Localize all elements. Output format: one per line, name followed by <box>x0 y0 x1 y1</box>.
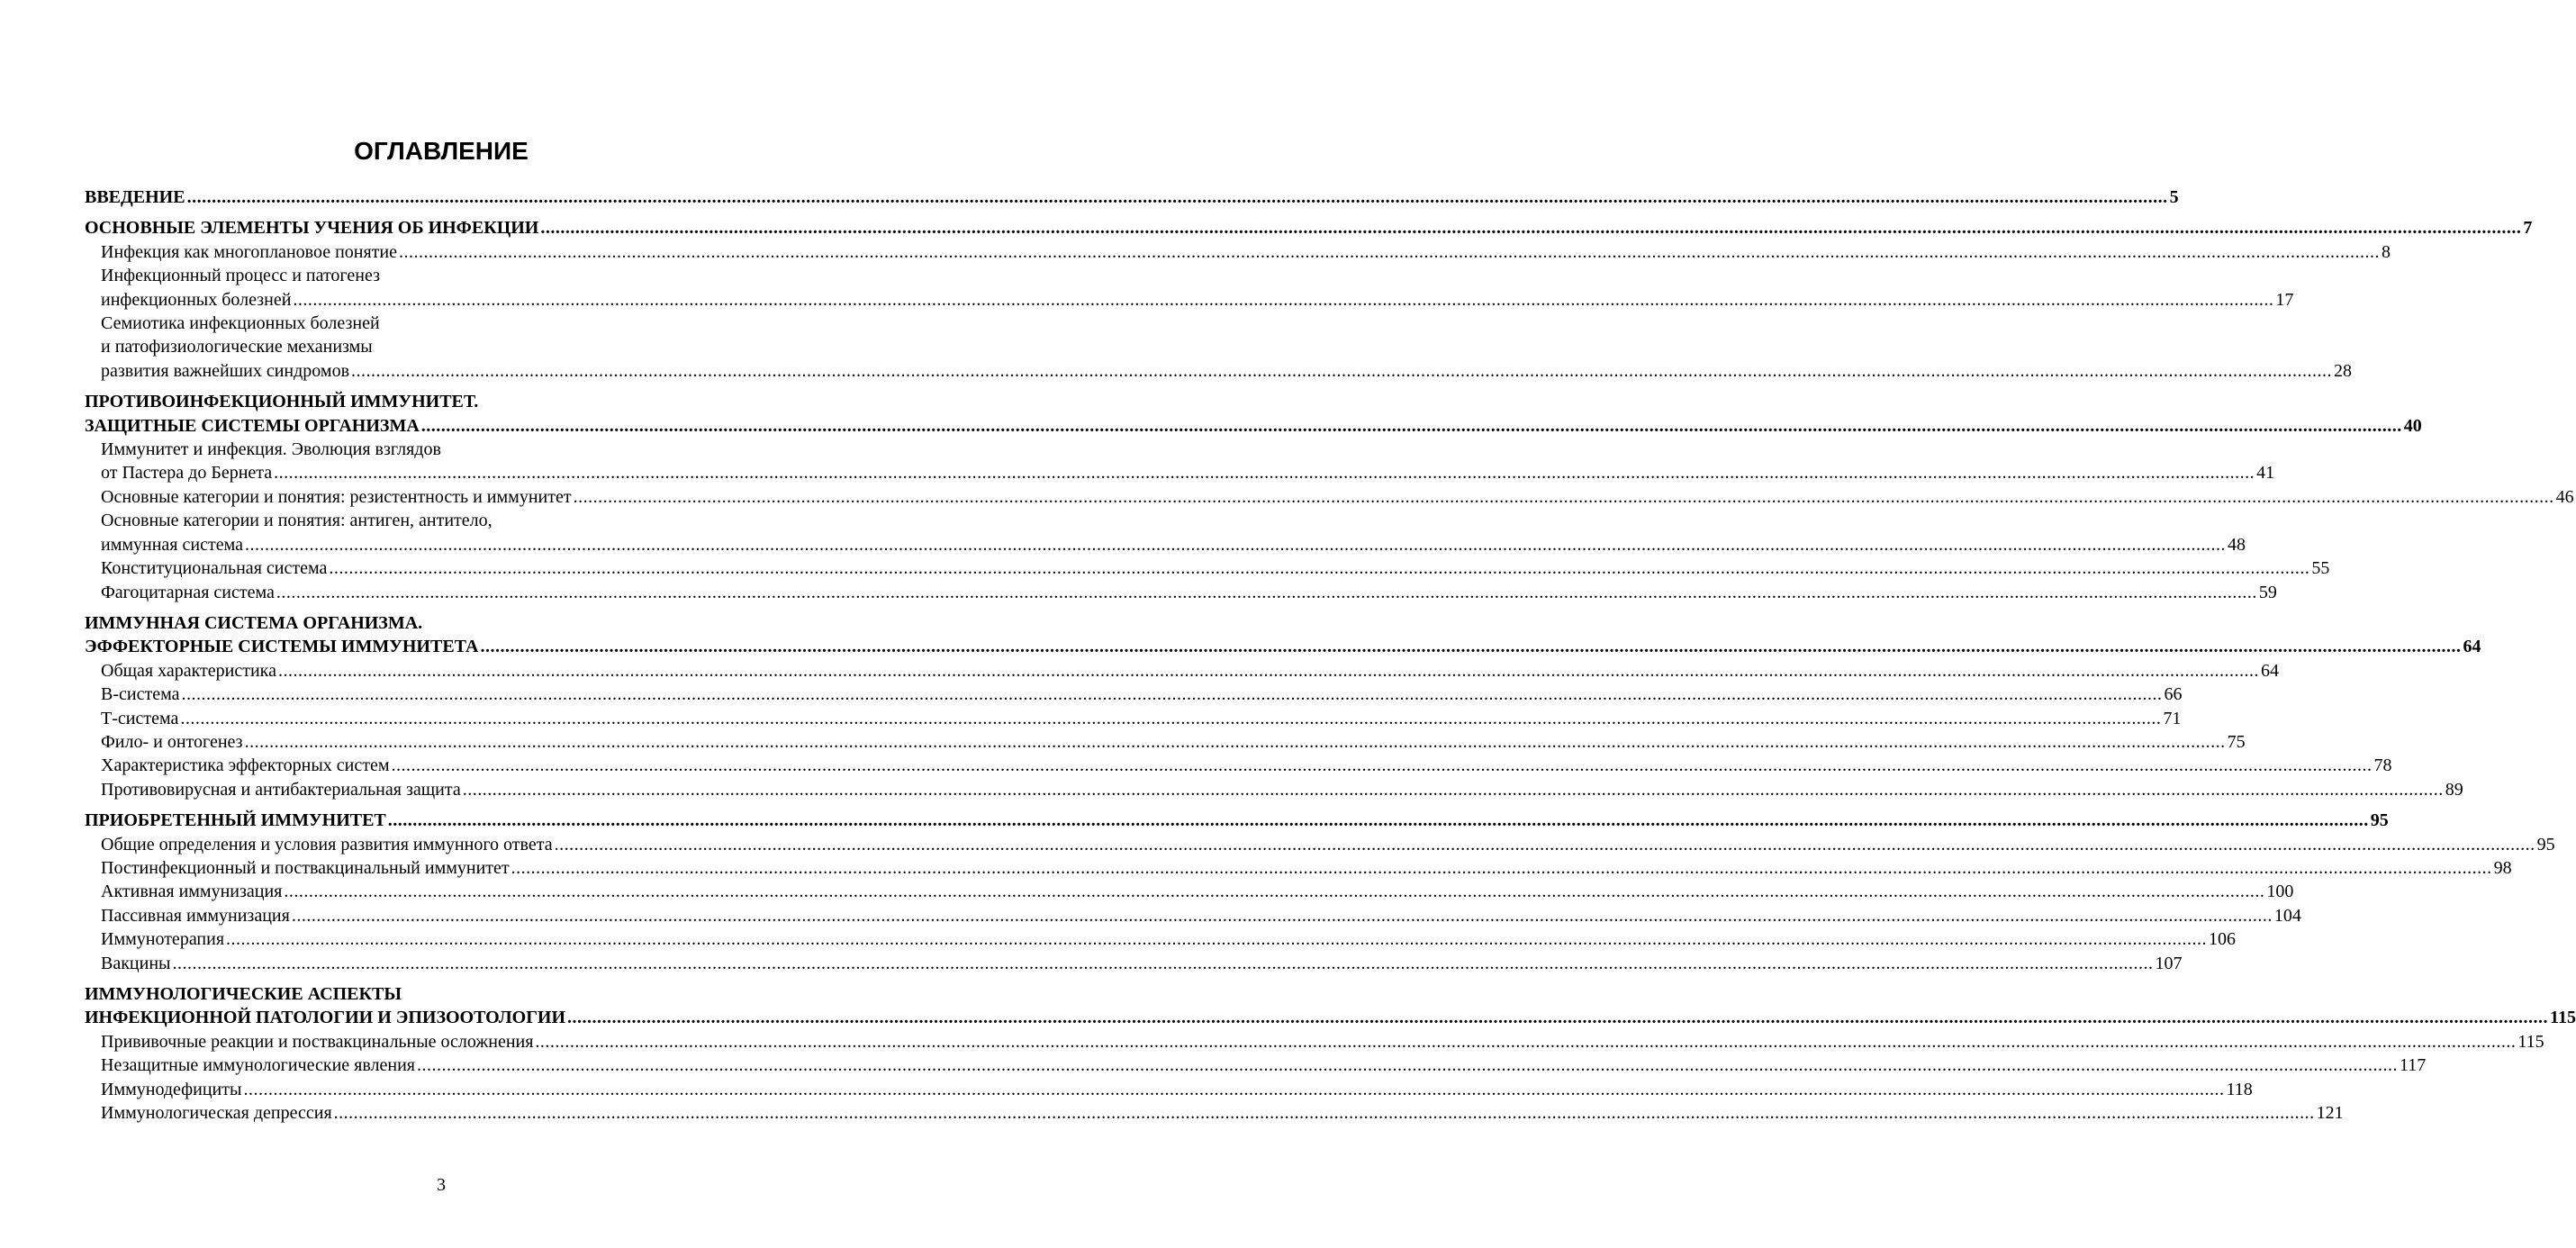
toc-entry-page: 98 <box>2493 857 2512 878</box>
toc-entry-text: Семиотика инфекционных болезней <box>101 313 380 334</box>
toc-heading-text: ПРОТИВОИНФЕКЦИОННЫЙ ИММУНИТЕТ. <box>85 392 479 412</box>
dot-leader: ................................................................................................................................................................................................................................................................................................................................................................................................................ <box>276 582 2257 602</box>
dot-leader: ................................................................................................................................................................................................................................................................................................................................................................................................................ <box>244 534 2226 555</box>
toc-entry-page: 55 <box>2311 558 2330 579</box>
dot-leader: ................................................................................................................................................................................................................................................................................................................................................................................................................ <box>420 415 2402 436</box>
toc-entry-text: Общая характеристика <box>101 660 276 681</box>
toc-entry-page: 48 <box>2227 534 2246 555</box>
toc-entry-page: 106 <box>2209 929 2237 950</box>
toc-heading-line <box>85 982 798 1006</box>
toc-entry[interactable] <box>85 288 2294 312</box>
toc-entry[interactable] <box>85 707 2182 730</box>
toc-entry-page: 118 <box>2226 1079 2253 1099</box>
toc-entry-text: Фило- и онтогенез <box>101 731 243 752</box>
toc-section <box>85 185 2179 209</box>
dot-leader: ................................................................................................................................................................................................................................................................................................................................................................................................................ <box>243 1079 2225 1099</box>
toc-entry-page: 107 <box>2155 953 2183 973</box>
toc-entry[interactable] <box>85 778 2463 801</box>
dot-leader: ................................................................................................................................................................................................................................................................................................................................................................................................................ <box>181 684 2163 705</box>
toc-entry-page: 121 <box>2316 1103 2344 1124</box>
toc-heading-entry[interactable] <box>85 635 2481 658</box>
toc-entry-line <box>85 264 798 287</box>
toc-entry-text: Инфекционный процесс и патогенез <box>101 266 380 286</box>
toc-entry-line <box>85 312 798 335</box>
toc-entry[interactable] <box>85 659 2279 683</box>
toc-entry-text: Фагоцитарная система <box>101 582 275 602</box>
toc-entry-page: 115 <box>2517 1031 2544 1052</box>
page-title: ОГЛАВЛЕНИЕ <box>354 137 529 165</box>
dot-leader: ................................................................................................................................................................................................................................................................................................................................................................................................................ <box>291 905 2273 926</box>
dot-leader: ................................................................................................................................................................................................................................................................................................................................................................................................................ <box>573 486 2554 507</box>
toc-entry-line <box>85 335 798 358</box>
dot-leader: ................................................................................................................................................................................................................................................................................................................................................................................................................ <box>333 1103 2315 1124</box>
table-of-contents <box>85 185 2576 1132</box>
toc-entry-page: 89 <box>2445 779 2463 800</box>
toc-heading-page: 40 <box>2403 415 2422 436</box>
dot-leader: ................................................................................................................................................................................................................................................................................................................................................................................................................ <box>329 558 2310 579</box>
toc-heading-text: ОСНОВНЫЕ ЭЛЕМЕНТЫ УЧЕНИЯ ОБ ИНФЕКЦИИ <box>85 218 539 239</box>
toc-entry-page: 28 <box>2334 360 2353 381</box>
toc-entry-text: Т-система <box>101 708 179 728</box>
dot-leader: ................................................................................................................................................................................................................................................................................................................................................................................................................ <box>417 1055 2398 1076</box>
toc-heading-text: ИММУННАЯ СИСТЕМА ОРГАНИЗМА. <box>85 612 423 633</box>
toc-entry-text: от Пастера до Бернета <box>101 463 273 484</box>
toc-entry-text: Постинфекционный и поствакцинальный иммунитет <box>101 857 510 878</box>
toc-entry-text: иммунная система <box>101 534 243 555</box>
dot-leader: ................................................................................................................................................................................................................................................................................................................................................................................................................ <box>244 731 2226 752</box>
dot-leader: ................................................................................................................................................................................................................................................................................................................................................................................................................ <box>554 834 2535 855</box>
toc-entry-text: Иммунодефициты <box>101 1079 242 1099</box>
dot-leader: ................................................................................................................................................................................................................................................................................................................................................................................................................ <box>535 1031 2517 1052</box>
dot-leader: ................................................................................................................................................................................................................................................................................................................................................................................................................ <box>172 953 2154 973</box>
toc-entry-text: Прививочные реакции и поствакцинальные осложнения <box>101 1031 534 1052</box>
toc-heading-text: ЭФФЕКТОРНЫЕ СИСТЕМЫ ИММУНИТЕТА <box>85 637 479 657</box>
toc-heading-text: ИНФЕКЦИОННОЙ ПАТОЛОГИИ И ЭПИЗООТОЛОГИИ <box>85 1008 566 1028</box>
toc-heading-line <box>85 611 798 635</box>
toc-entry-text: В-система <box>101 684 180 705</box>
toc-entry-text: Пассивная иммунизация <box>101 905 290 926</box>
toc-entry-text: Инфекция как многоплановое понятие <box>101 241 397 262</box>
toc-section <box>85 982 2576 1125</box>
dot-leader: ................................................................................................................................................................................................................................................................................................................................................................................................................ <box>274 463 2255 484</box>
toc-heading-entry[interactable] <box>85 809 2389 832</box>
toc-heading-line <box>85 390 798 413</box>
toc-entry[interactable] <box>85 952 2183 975</box>
toc-entry-text: Незащитные иммунологические явления <box>101 1055 415 1076</box>
toc-entry-line <box>85 509 798 532</box>
toc-entry[interactable] <box>85 833 2555 856</box>
toc-section <box>85 611 2481 801</box>
toc-section <box>85 390 2574 604</box>
toc-heading-text: ИММУНОЛОГИЧЕСКИЕ АСПЕКТЫ <box>85 984 402 1004</box>
toc-entry[interactable] <box>85 683 2183 706</box>
toc-entry-text: Основные категории и понятия: антиген, антитело, <box>101 511 493 531</box>
toc-heading-page: 5 <box>2169 187 2179 207</box>
toc-heading-page: 7 <box>2523 218 2533 239</box>
dot-leader: ................................................................................................................................................................................................................................................................................................................................................................................................................ <box>540 218 2522 239</box>
toc-section <box>85 809 2555 975</box>
toc-entry-text: Общие определения и условия развития иммунного ответа <box>101 834 553 855</box>
dot-leader: ................................................................................................................................................................................................................................................................................................................................................................................................................ <box>293 289 2274 310</box>
toc-entry-text: Активная иммунизация <box>101 882 283 902</box>
dot-leader: ................................................................................................................................................................................................................................................................................................................................................................................................................ <box>351 360 2333 381</box>
toc-entry-page: 117 <box>2400 1055 2427 1076</box>
toc-entry[interactable] <box>85 1030 2544 1054</box>
toc-heading-page: 95 <box>2370 810 2389 831</box>
dot-leader: ................................................................................................................................................................................................................................................................................................................................................................................................................ <box>180 708 2162 728</box>
toc-entry-text: Противовирусная и антибактериальная защита <box>101 779 461 800</box>
toc-entry-text: и патофизиологические механизмы <box>101 337 373 357</box>
dot-leader: ................................................................................................................................................................................................................................................................................................................................................................................................................ <box>567 1008 2549 1028</box>
toc-entry-text: Конституциональная система <box>101 558 328 579</box>
toc-entry-text: Иммунотерапия <box>101 929 225 950</box>
toc-heading-text: ВВЕДЕНИЕ <box>85 187 185 207</box>
toc-entry-page: 66 <box>2164 684 2183 705</box>
dot-leader: ................................................................................................................................................................................................................................................................................................................................................................................................................ <box>277 660 2259 681</box>
dot-leader: ................................................................................................................................................................................................................................................................................................................................................................................................................ <box>186 187 2168 207</box>
dot-leader: ................................................................................................................................................................................................................................................................................................................................................................................................................ <box>284 882 2265 902</box>
toc-entry-page: 41 <box>2256 463 2275 484</box>
toc-entry[interactable] <box>85 461 2275 484</box>
toc-entry-page: 46 <box>2555 486 2574 507</box>
toc-entry-page: 71 <box>2163 708 2182 728</box>
toc-entry[interactable] <box>85 730 2246 754</box>
dot-leader: ................................................................................................................................................................................................................................................................................................................................................................................................................ <box>387 810 2369 831</box>
toc-heading-entry[interactable] <box>85 185 2179 209</box>
toc-entry-page: 104 <box>2273 905 2301 926</box>
toc-entry[interactable] <box>85 1054 2427 1077</box>
toc-entry-text: Характеристика эффекторных систем <box>101 755 390 776</box>
toc-entry-text: Основные категории и понятия: резистентность и иммунитет <box>101 486 572 507</box>
toc-section <box>85 216 2533 383</box>
toc-entry[interactable] <box>85 240 2391 264</box>
toc-heading-entry[interactable] <box>85 414 2422 438</box>
toc-entry-text: инфекционных болезней <box>101 289 292 310</box>
page-number: 3 <box>437 1175 446 1195</box>
toc-entry-page: 8 <box>2382 241 2391 262</box>
toc-entry-page: 95 <box>2536 834 2555 855</box>
toc-entry-page: 78 <box>2373 755 2392 776</box>
toc-entry[interactable] <box>85 856 2512 880</box>
toc-entry-page: 59 <box>2258 582 2277 602</box>
toc-entry[interactable] <box>85 1101 2344 1125</box>
toc-entry[interactable] <box>85 904 2301 927</box>
toc-heading-page: 64 <box>2463 637 2481 657</box>
toc-heading-page: 115 <box>2550 1008 2576 1028</box>
dot-leader: ................................................................................................................................................................................................................................................................................................................................................................................................................ <box>480 637 2462 657</box>
toc-heading-entry[interactable] <box>85 1006 2576 1029</box>
toc-entry-page: 100 <box>2266 882 2294 902</box>
toc-entry-text: Иммунитет и инфекция. Эволюция взглядов <box>101 439 441 460</box>
dot-leader: ................................................................................................................................................................................................................................................................................................................................................................................................................ <box>226 929 2208 950</box>
toc-entry-page: 64 <box>2260 660 2279 681</box>
toc-entry[interactable] <box>85 556 2330 580</box>
toc-entry[interactable] <box>85 533 2246 556</box>
toc-entry[interactable] <box>85 754 2392 777</box>
dot-leader: ................................................................................................................................................................................................................................................................................................................................................................................................................ <box>511 857 2492 878</box>
toc-entry[interactable] <box>85 880 2294 903</box>
toc-entry-text: развития важнейших синдромов <box>101 360 350 381</box>
dot-leader: ................................................................................................................................................................................................................................................................................................................................................................................................................ <box>399 241 2380 262</box>
toc-entry-line <box>85 438 798 461</box>
toc-heading-text: ПРИОБРЕТЕННЫЙ ИММУНИТЕТ <box>85 810 386 831</box>
toc-entry-page: 75 <box>2227 731 2246 752</box>
dot-leader: ................................................................................................................................................................................................................................................................................................................................................................................................................ <box>462 779 2444 800</box>
toc-heading-entry[interactable] <box>85 216 2533 240</box>
toc-entry[interactable] <box>85 927 2237 951</box>
toc-entry[interactable] <box>85 1078 2253 1101</box>
toc-entry-page: 17 <box>2275 289 2294 310</box>
toc-entry[interactable] <box>85 485 2574 509</box>
toc-heading-text: ЗАЩИТНЫЕ СИСТЕМЫ ОРГАНИЗМА <box>85 415 420 436</box>
toc-entry-text: Иммунологическая депрессия <box>101 1103 332 1124</box>
toc-entry[interactable] <box>85 359 2353 383</box>
dot-leader: ................................................................................................................................................................................................................................................................................................................................................................................................................ <box>391 755 2373 776</box>
toc-entry-text: Вакцины <box>101 953 171 973</box>
toc-entry[interactable] <box>85 581 2277 604</box>
